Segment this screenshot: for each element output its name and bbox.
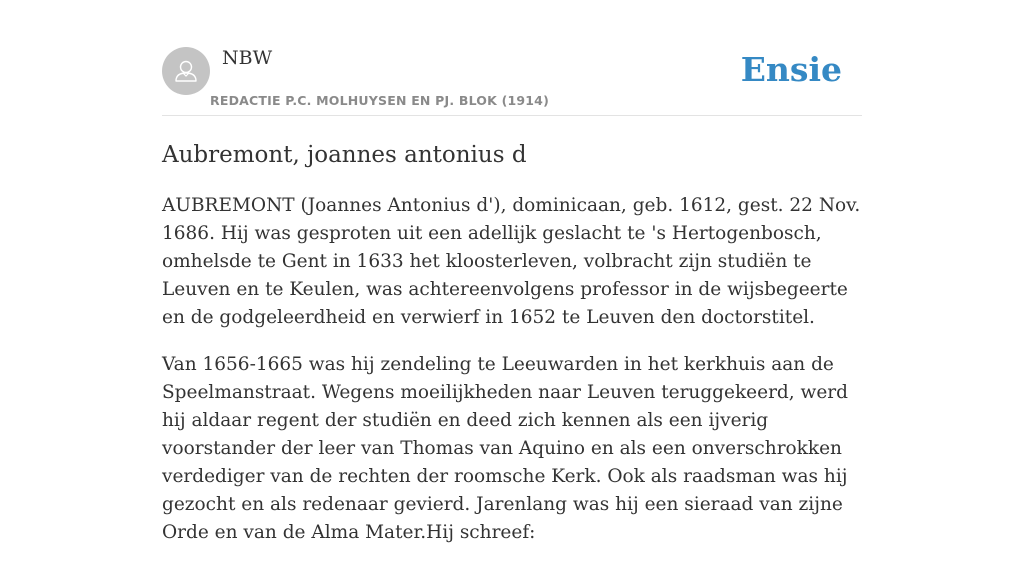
user-icon (172, 57, 200, 85)
article-body (162, 192, 862, 566)
article-paragraph-2: Van 1656-1665 was hij zendeling te Leeuwarden in het kerkhuis aan de Speelmanstraat. Wegens moeilijkheden naar Leuven teruggekeerd, werd hij aldaar regent der studiën en deed zich kennen als een ijverig voorstander der leer van Thomas van Aquino en als een onverschrokken verdediger van de rechten der roomsche Kerk. Ook als raadsman was hij gezocht en als redenaar gevierd. Jarenlang was hij een sieraad van zijne Orde en van de Alma Mater.Hij schreef: (162, 354, 848, 543)
author-name[interactable]: NBW (222, 47, 273, 69)
article-paragraph-1: AUBREMONT (Joannes Antonius d'), dominicaan, geb. 1612, gest. 22 Nov. 1686. Hij was gesproten uit een adellijk geslacht te 's Hertogenbosch, omhelsde te Gent in 1633 het kloosterleven, volbracht zijn studiën te Leuven en te Keulen, was achtereenvolgens professor in de wijsbegeerte en de godgeleerdheid en verwierf in 1652 te Leuven den doctorstitel. (162, 195, 861, 328)
ensie-logo[interactable]: Ensie (740, 50, 842, 89)
author-subtitle: REDACTIE P.C. MOLHUYSEN EN PJ. BLOK (1914) (210, 93, 549, 108)
page-title: Aubremont, joannes antonius d (162, 142, 527, 168)
avatar[interactable] (162, 47, 210, 95)
header (162, 0, 862, 116)
